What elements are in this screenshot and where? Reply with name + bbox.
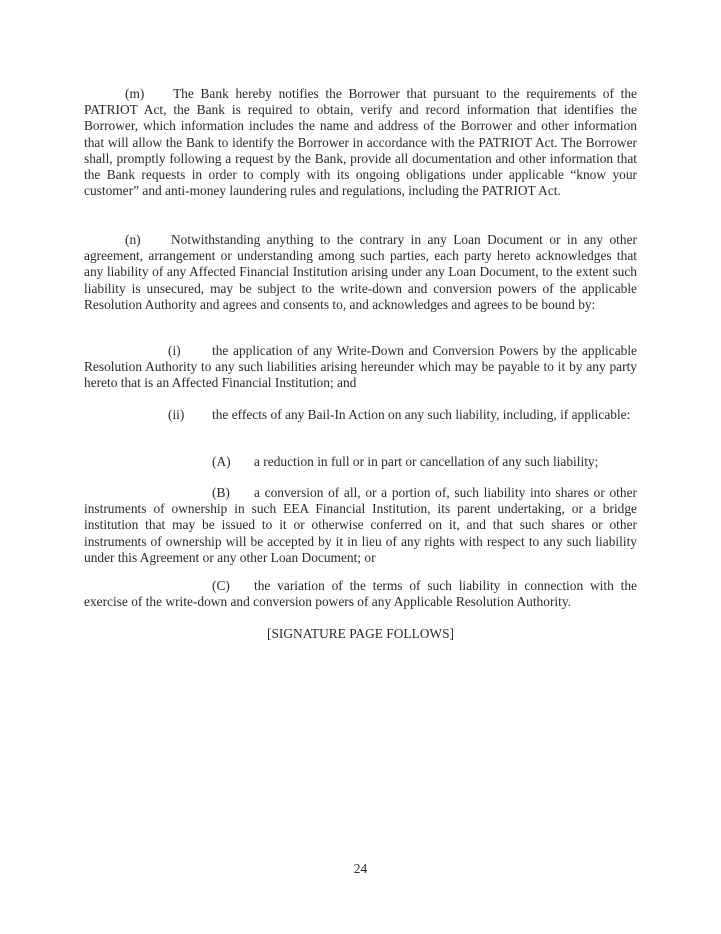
paragraph-A — [84, 454, 637, 470]
paragraph-A-text: a reduction in full or in part or cancellation of any such liability; — [254, 454, 599, 469]
paragraph-n-text: Notwithstanding anything to the contrary in any Loan Document or in any other agreement, arrangement or understanding among such parties, each party hereto acknowledges that any liability of any Affected Financial Institution arising under any Loan Document, to the extent such liability is unsecured, may be subject to the write-down and conversion powers of the applicable Resolution Authority and agrees and consents to, and acknowledges and agrees to be bound by: — [84, 232, 637, 312]
paragraph-ii-label: (ii) — [168, 407, 185, 422]
paragraph-m-label: (m) — [125, 86, 145, 101]
paragraph-B-text: a conversion of all, or a portion of, such liability into shares or other instruments of ownership in such EEA Financial Institution, its parent undertaking, or a bridge institution that may be issued to it or otherwise conferred on it, and that such shares or other instruments of ownership will be accepted by it in lieu of any rights with respect to any such liability under this Agreement or any other Loan Document; or — [84, 485, 637, 565]
paragraph-m — [84, 86, 637, 199]
signature-page-follows: [SIGNATURE PAGE FOLLOWS] — [267, 626, 454, 641]
paragraph-C-text: the variation of the terms of such liability in connection with the exercise of the write-down and conversion powers of any Applicable Resolution Authority. — [84, 578, 637, 610]
paragraph-B — [84, 485, 637, 566]
paragraph-C-label: (C) — [212, 578, 230, 593]
paragraph-A-label: (A) — [212, 454, 231, 469]
paragraph-n-label: (n) — [125, 232, 141, 247]
paragraph-n — [84, 232, 637, 313]
paragraph-ii-text: the effects of any Bail-In Action on any such liability, including, if applicable: — [212, 407, 631, 422]
paragraph-m-text: The Bank hereby notifies the Borrower that pursuant to the requirements of the PATRIOT Act, the Bank is required to obtain, verify and record information that identifies the Borrower, which information includes the name and address of the Borrower and other information that will allow the Bank to identify the Borrower in accordance with the PATRIOT Act. The Borrower shall, promptly following a request by the Bank, provide all documentation and other information that the Bank requests in order to comply with its ongoing obligations under applicable “know your customer” and anti-money laundering rules and regulations, including the PATRIOT Act. — [84, 86, 637, 199]
page-number: 24 — [353, 861, 368, 876]
paragraph-C — [84, 578, 637, 610]
paragraph-ii — [84, 407, 637, 423]
paragraph-B-label: (B) — [212, 485, 230, 500]
paragraph-i-text: the application of any Write-Down and Conversion Powers by the applicable Resolution Authority to any such liabilities arising hereunder which may be payable to it by any party hereto that is an Affected Financial Institution; and — [84, 343, 637, 391]
paragraph-i — [84, 343, 637, 392]
paragraph-i-label: (i) — [168, 343, 181, 358]
